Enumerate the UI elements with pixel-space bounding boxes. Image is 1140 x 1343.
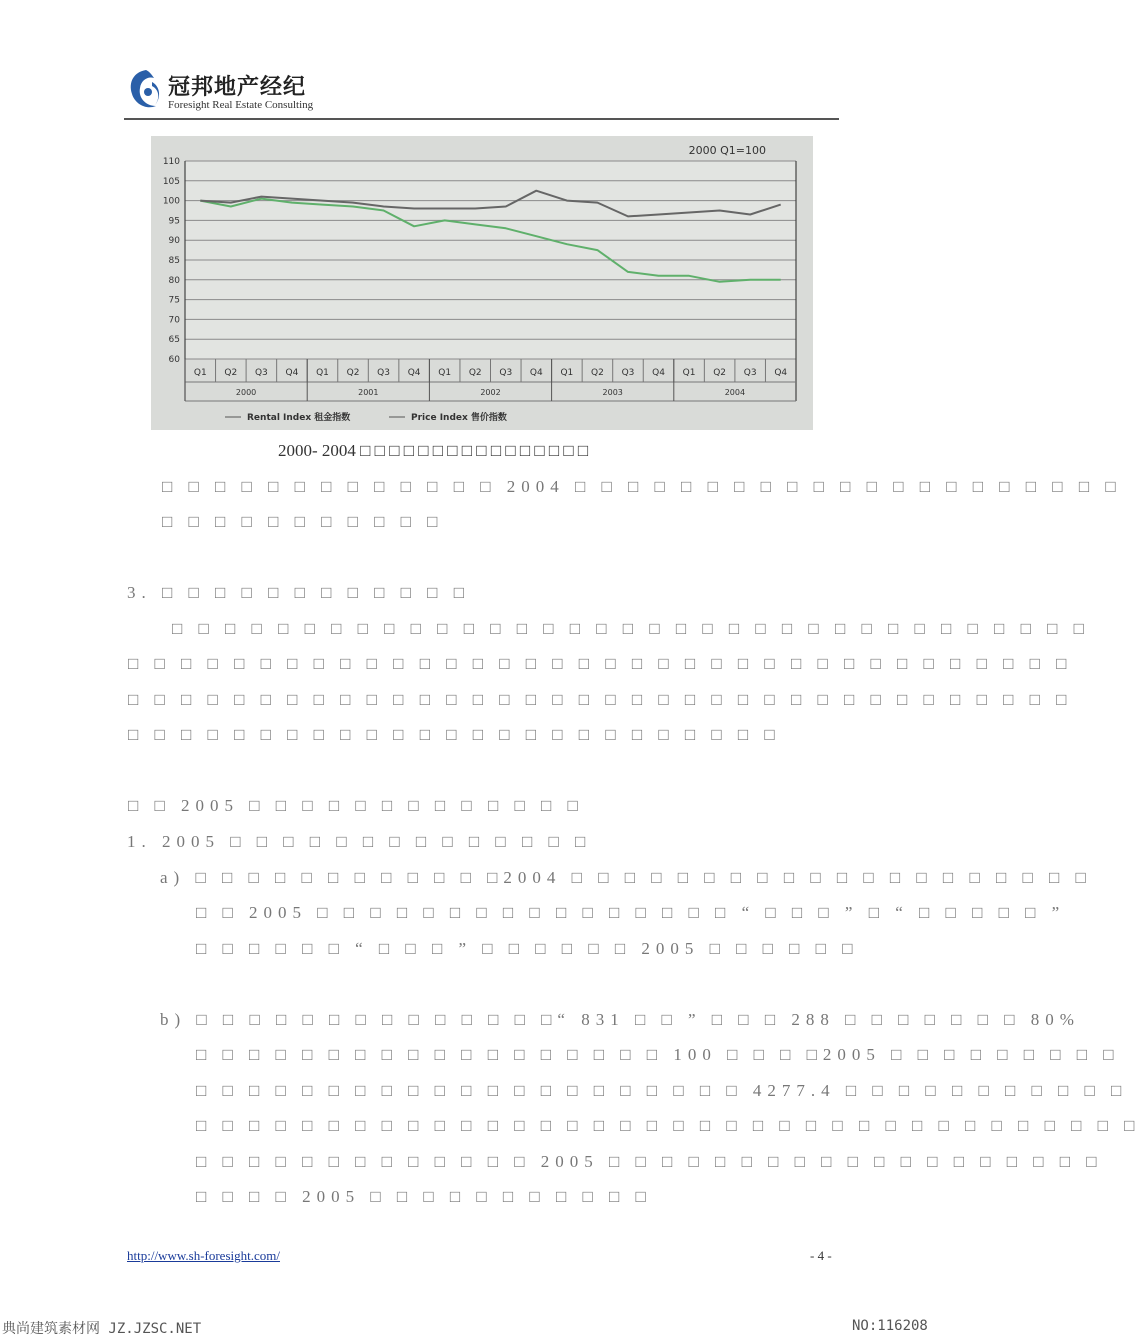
page-number: - 4 -: [810, 1248, 832, 1263]
year-label: 2004: [724, 388, 746, 397]
paragraph-1-line-1: □ □ □ □ □ □ □ □ □ □ □ □ □ 2004 □ □ □ □ □ □ □ □ □ □ □ □ □ □ □ □ □ □ □ □ □: [162, 477, 1122, 496]
year-label: 2000: [235, 388, 257, 397]
year-label: 2002: [480, 388, 501, 397]
chart-caption: 2000- 2004 □ □ □ □ □ □ □ □ □ □ □ □ □ □ □ □: [278, 441, 589, 460]
item-a-line-2: □ □ 2005 □ □ □ □ □ □ □ □ □ □ □ □ □ □ □ □ “ □ □ □ ” □ “ □ □ □ □ □ ”: [196, 903, 1066, 922]
y-tick-label: 100: [162, 196, 180, 207]
x-tick-label: Q4: [285, 368, 299, 378]
index-base-note: 2000 Q1=100: [688, 144, 766, 157]
item-a-line-3: □ □ □ □ □ □ “ □ □ □ ” □ □ □ □ □ □ 2005 □ □ □ □ □ □: [196, 939, 859, 958]
x-tick-label: Q2: [224, 368, 238, 378]
section-heading-3: 3. □ □ □ □ □ □ □ □ □ □ □ □: [127, 583, 470, 602]
x-tick-label: Q2: [713, 368, 727, 378]
x-tick-label: Q4: [774, 368, 788, 378]
y-tick-label: 80: [168, 275, 180, 286]
website-link[interactable]: http://www.sh-foresight.com/: [127, 1248, 280, 1263]
x-tick-label: Q1: [682, 368, 696, 378]
paragraph-2-line-2: □ □ □ □ □ □ □ □ □ □ □ □ □ □ □ □ □ □ □ □ □ □ □ □ □ □ □ □ □ □ □ □ □ □ □ □: [128, 654, 1073, 673]
x-tick-label: Q1: [560, 368, 574, 378]
x-tick-label: Q3: [499, 368, 513, 378]
watermark-left: 典尚建筑素材网 JZ.JZSC.NET: [2, 1321, 202, 1337]
y-tick-label: 60: [168, 355, 180, 365]
x-tick-label: Q2: [591, 368, 604, 378]
company-logo-icon: [126, 66, 166, 116]
item-b-line-5: □ □ □ □ □ □ □ □ □ □ □ □ □ 2005 □ □ □ □ □ □ □ □ □ □ □ □ □ □ □ □ □ □ □: [196, 1152, 1103, 1171]
watermark-right: NO:116208: [852, 1318, 928, 1334]
x-tick-label: Q3: [377, 368, 390, 378]
legend-entry: Price Index 售价指数: [411, 413, 507, 423]
item-b-line-2: □ □ □ □ □ □ □ □ □ □ □ □ □ □ □ □ □ □ 100 □ □ □ □2005 □ □ □ □ □ □ □ □ □: [196, 1045, 1120, 1064]
y-tick-label: 95: [168, 216, 180, 227]
item-b-line-3: □ □ □ □ □ □ □ □ □ □ □ □ □ □ □ □ □ □ □ □ □ 4277.4 □ □ □ □ □ □ □ □ □ □ □: [196, 1081, 1128, 1100]
paragraph-2-line-3: □ □ □ □ □ □ □ □ □ □ □ □ □ □ □ □ □ □ □ □ □ □ □ □ □ □ □ □ □ □ □ □ □ □ □ □: [128, 690, 1073, 709]
paragraph-2-line-4: □ □ □ □ □ □ □ □ □ □ □ □ □ □ □ □ □ □ □ □ □ □ □ □ □: [128, 725, 781, 744]
subsection-1: 1. 2005 □ □ □ □ □ □ □ □ □ □ □ □ □ □: [127, 832, 592, 851]
item-b-line-1: b) □ □ □ □ □ □ □ □ □ □ □ □ □ □“ 831 □ □ ” □ □ □ 288 □ □ □ □ □ □ □ 80%: [160, 1010, 1080, 1029]
paragraph-1-line-2: □ □ □ □ □ □ □ □ □ □ □: [162, 512, 444, 531]
x-tick-label: Q4: [529, 368, 543, 378]
legend-entry: Rental Index 租金指数: [247, 413, 351, 423]
x-tick-label: Q2: [346, 368, 360, 378]
item-b-line-4: □ □ □ □ □ □ □ □ □ □ □ □ □ □ □ □ □ □ □ □ □ □ □ □ □ □ □ □ □ □ □ □ □ □ □ □: [196, 1116, 1140, 1135]
y-tick-label: 70: [168, 315, 180, 326]
brand-name-cn: 冠邦地产经纪: [168, 75, 307, 100]
index-chart: [151, 136, 813, 430]
x-tick-label: Q4: [652, 368, 665, 378]
x-tick-label: Q2: [468, 368, 482, 378]
x-tick-label: Q3: [743, 368, 757, 378]
y-tick-label: 110: [162, 157, 180, 167]
item-b-line-6: □ □ □ □ 2005 □ □ □ □ □ □ □ □ □ □ □: [196, 1187, 652, 1206]
brand-name-en: Foresight Real Estate Consulting: [168, 99, 314, 111]
year-label: 2001: [358, 388, 379, 397]
x-tick-label: Q3: [254, 368, 268, 378]
y-tick-label: 85: [168, 256, 180, 266]
x-tick-label: Q3: [621, 368, 635, 378]
x-tick-label: Q1: [193, 368, 207, 378]
year-label: 2003: [602, 388, 623, 397]
header-divider: [124, 118, 839, 120]
x-tick-label: Q1: [316, 368, 329, 378]
y-tick-label: 90: [168, 236, 180, 247]
x-tick-label: Q4: [407, 368, 421, 378]
index-chart-svg: [151, 136, 813, 430]
paragraph-2-line-1: □ □ □ □ □ □ □ □ □ □ □ □ □ □ □ □ □ □ □ □ □ □ □ □ □ □ □ □ □ □ □ □ □ □ □: [172, 619, 1090, 638]
x-tick-label: Q1: [438, 368, 452, 378]
y-tick-label: 75: [168, 295, 180, 306]
y-tick-label: 65: [168, 335, 180, 346]
item-a-line-1: a) □ □ □ □ □ □ □ □ □ □ □ □2004 □ □ □ □ □ □ □ □ □ □ □ □ □ □ □ □ □ □ □ □: [160, 868, 1092, 887]
y-tick-label: 105: [162, 176, 180, 187]
section-title-2005: □ □ 2005 □ □ □ □ □ □ □ □ □ □ □ □ □: [128, 796, 584, 815]
